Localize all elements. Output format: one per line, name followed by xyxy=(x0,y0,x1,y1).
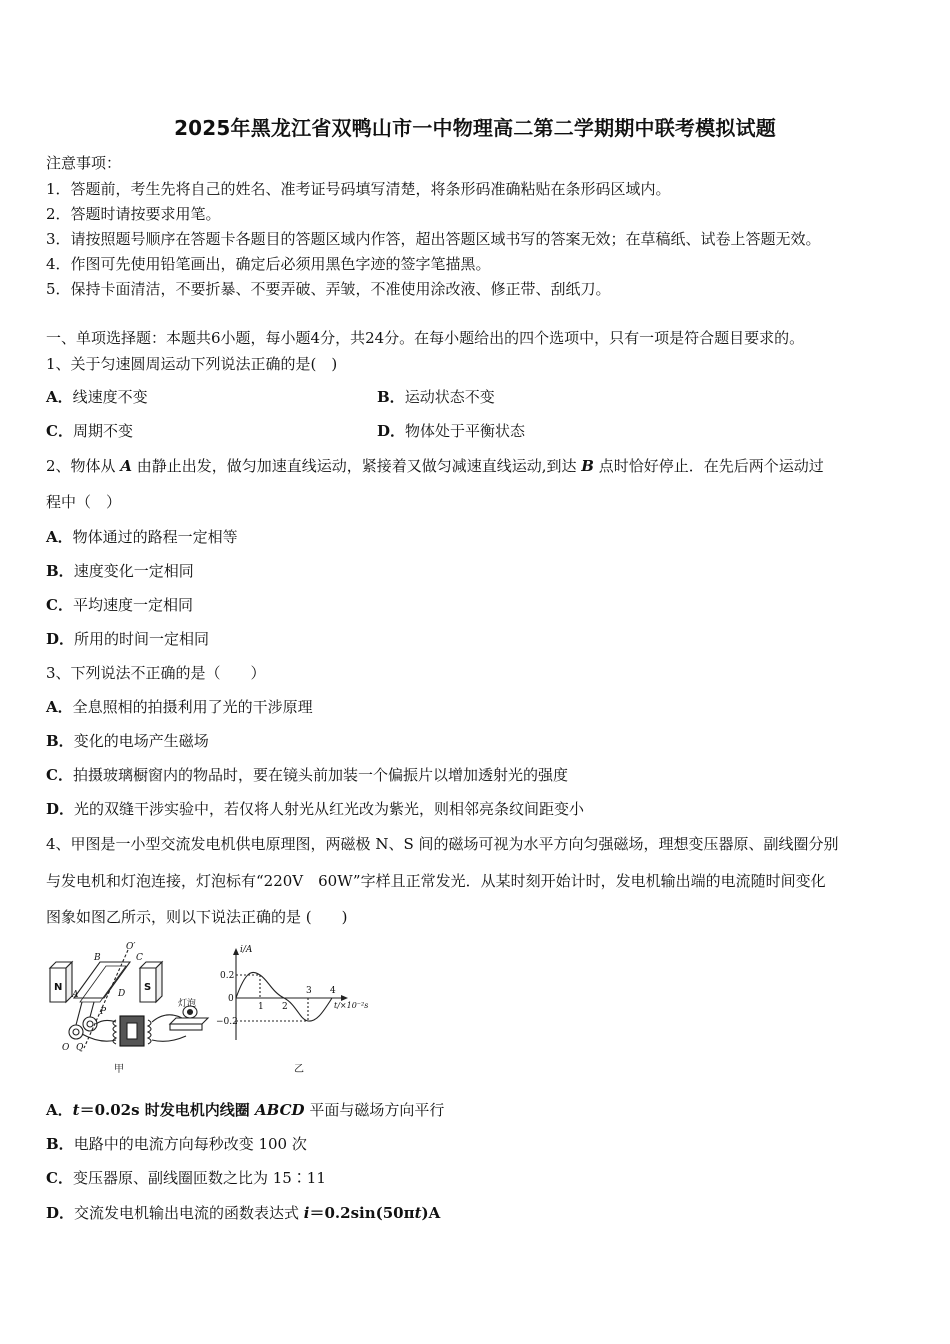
var-t: t xyxy=(72,1101,80,1119)
option-label: C． xyxy=(46,766,73,784)
q2-option-c xyxy=(46,594,193,615)
label-c: C xyxy=(136,953,143,963)
lamp xyxy=(170,1006,208,1030)
label-s: S xyxy=(144,982,152,993)
q4-option-a xyxy=(46,1099,444,1120)
q1-option-b xyxy=(377,386,495,407)
option-label: B． xyxy=(46,1135,74,1153)
graph-tick: 4 xyxy=(330,986,336,996)
option-label: A． xyxy=(46,698,73,716)
option-text: 平均速度一定相同 xyxy=(72,596,193,614)
option-label: D． xyxy=(46,630,75,648)
note-item: 5．保持卡面清洁，不要折暴、不要弄破、弄皱，不准使用涂改液、修正带、刮纸刀。 xyxy=(46,280,611,298)
q2-option-d xyxy=(46,628,209,649)
option-text: 速度变化一定相同 xyxy=(73,562,194,580)
graph-y-label: i/A xyxy=(240,945,253,955)
option-text: ＝0.2sin(50π xyxy=(309,1204,415,1222)
note-item: 3．请按照题号顺序在答题卡各题目的答题区域内作答，超出答题区域书写的答案无效；在草稿纸、试卷上答题无效。 xyxy=(46,230,821,248)
option-text: 物体通过的路程一定相等 xyxy=(72,528,238,546)
option-label: D． xyxy=(377,422,406,440)
graph-tick: 2 xyxy=(282,1002,288,1012)
q1-stem: 1、关于匀速圆周运动下列说法正确的是( ) xyxy=(46,355,338,373)
option-text: 变压器原、副线圈匝数之比为 15∶11 xyxy=(72,1169,326,1187)
option-text: )A xyxy=(421,1204,441,1222)
note-item: 2．答题时请按要求用笔。 xyxy=(46,205,221,223)
option-text: 平面与磁场方向平行 xyxy=(304,1101,445,1119)
q1-option-d xyxy=(377,420,525,441)
option-label: A． xyxy=(46,388,73,406)
option-label: D． xyxy=(46,800,75,818)
q3-option-d xyxy=(46,798,584,819)
q4-stem-line3: 图象如图乙所示，则以下说法正确的是 ( ) xyxy=(46,908,348,926)
figure-yi-label: 乙 xyxy=(294,1064,304,1075)
q4-stem-line1: 4、甲图是一小型交流发电机供电原理图，两磁极 N、S 间的磁场可视为水平方向匀强磁场，理想变压器原、副线圈分别 xyxy=(46,835,839,853)
option-text: 周期不变 xyxy=(72,422,133,440)
option-label: C． xyxy=(46,596,73,614)
q4-stem-line2: 与发电机和灯泡连接，灯泡标有“220V 60W”字样且正常发光．从某时刻开始计时，发电机输出端的电流随时间变化 xyxy=(46,872,826,890)
wire xyxy=(152,1036,186,1041)
option-label: B． xyxy=(46,732,74,750)
label-q: Q xyxy=(76,1043,84,1053)
option-text: 线速度不变 xyxy=(72,388,148,406)
graph-tick-zero: 0 xyxy=(228,994,234,1004)
page-title: 2025年黑龙江省双鸭山市一中物理高二第二学期期中联考模拟试题 xyxy=(174,116,776,140)
var-i: i xyxy=(303,1204,310,1222)
notes-heading: 注意事项： xyxy=(46,154,122,172)
q3-option-b xyxy=(46,730,209,751)
q4-figure xyxy=(44,940,384,1080)
option-label: C． xyxy=(46,422,73,440)
q2-point-b: B xyxy=(581,457,594,475)
option-label: B． xyxy=(377,388,405,406)
option-label: A． xyxy=(46,1101,73,1119)
q1-option-a xyxy=(46,386,148,407)
option-label: A． xyxy=(46,528,73,546)
q3-option-c xyxy=(46,764,568,785)
q2-stem-line2: 程中（ ） xyxy=(46,493,122,511)
option-text: 所用的时间一定相同 xyxy=(74,630,210,648)
option-text: 拍摄玻璃橱窗内的物品时，要在镜头前加装一个偏振片以增加透射光的强度 xyxy=(72,766,568,784)
note-item: 1．答题前，考生先将自己的姓名、准考证号码填写清楚，将条形码准确粘贴在条形码区域内。 xyxy=(46,180,671,198)
option-label: B． xyxy=(46,562,74,580)
current-curve xyxy=(236,972,332,1021)
q2-option-a xyxy=(46,526,238,547)
option-label: D． xyxy=(46,1204,75,1222)
label-n: N xyxy=(54,982,63,993)
option-text: 运动状态不变 xyxy=(404,388,495,406)
option-text: 变化的电场产生磁场 xyxy=(73,732,209,750)
option-text: 全息照相的拍摄利用了光的干涉原理 xyxy=(72,698,313,716)
graph-tick-top: 0.2 xyxy=(220,971,235,981)
label-b: B xyxy=(94,953,101,963)
option-label: C． xyxy=(46,1169,73,1187)
q2-stem-line1 xyxy=(46,455,824,476)
q1-option-c xyxy=(46,420,133,441)
q2-stem-part: 2、物体从 xyxy=(46,457,121,475)
option-text: ＝0.02s 时发电机内线圈 xyxy=(79,1101,256,1119)
figure-jia-label: 甲 xyxy=(114,1064,124,1075)
q3-option-a xyxy=(46,696,313,717)
graph-tick: 1 xyxy=(258,1002,264,1012)
q2-stem-part: 由静止出发，做匀加速直线运动，紧接着又做匀减速直线运动,到达 xyxy=(131,457,582,475)
q2-stem-part: 点时恰好停止．在先后两个运动过 xyxy=(593,457,824,475)
label-p: P xyxy=(100,1007,107,1017)
q2-point-a: A xyxy=(120,457,132,475)
var-t: t xyxy=(414,1204,422,1222)
label-d: D xyxy=(118,989,126,999)
graph-x-label: t/×10⁻²s xyxy=(334,1001,369,1010)
option-text: 物体处于平衡状态 xyxy=(405,422,526,440)
q3-stem: 3、下列说法不正确的是（ ） xyxy=(46,664,266,682)
coil-name: ABCD xyxy=(255,1101,305,1119)
q4-option-d xyxy=(46,1202,440,1223)
transformer xyxy=(113,1016,151,1046)
option-text: 光的双缝干涉实验中，若仅将人射光从红光改为紫光，则相邻亮条纹间距变小 xyxy=(74,800,585,818)
option-text: 电路中的电流方向每秒改变 100 次 xyxy=(73,1135,307,1153)
wire xyxy=(82,1034,116,1041)
label-lamp: 灯泡 xyxy=(178,999,197,1009)
label-a: A xyxy=(72,990,79,1000)
q4-option-b xyxy=(46,1133,307,1154)
label-o-prime: O′ xyxy=(126,942,136,952)
slip-rings xyxy=(69,1002,97,1039)
option-text: 交流发电机输出电流的函数表达式 xyxy=(74,1204,304,1222)
note-item: 4．作图可先使用铅笔画出，确定后必须用黑色字迹的签字笔描黑。 xyxy=(46,255,491,273)
section-heading: 一、单项选择题：本题共6小题，每小题4分，共24分。在每小题给出的四个选项中，只有一项是符合题目要求的。 xyxy=(46,329,805,347)
graph-tick: 3 xyxy=(306,986,312,996)
q4-option-c xyxy=(46,1167,326,1188)
q2-option-b xyxy=(46,560,194,581)
graph-tick-bottom: −0.2 xyxy=(216,1017,238,1027)
label-o: O xyxy=(62,1043,70,1053)
